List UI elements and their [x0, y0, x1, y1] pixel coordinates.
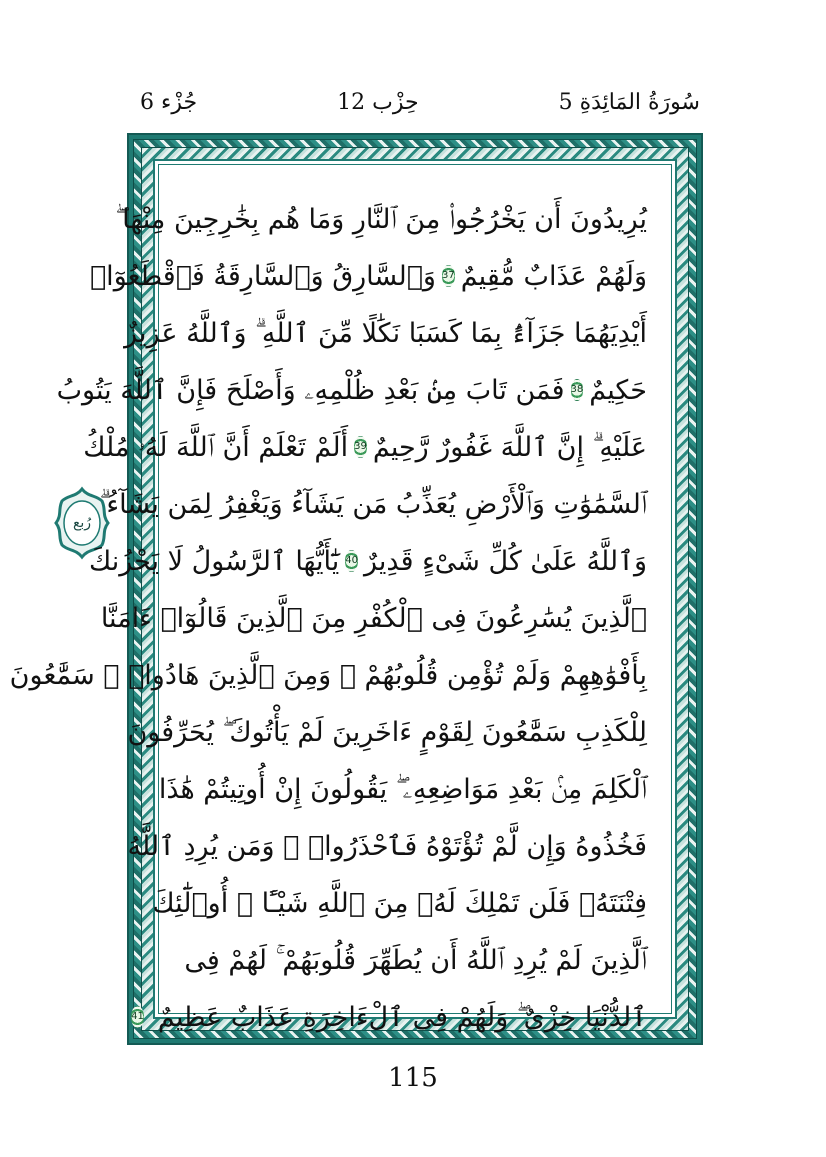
hizb-label: حِزْب 12 — [337, 89, 419, 115]
juz-label: جُزْء 6 — [140, 89, 198, 115]
text-line — [127, 816, 647, 876]
text-line — [124, 303, 647, 363]
text-line — [158, 759, 647, 819]
page-header — [140, 82, 700, 122]
text-line — [100, 588, 647, 648]
text-line — [56, 360, 647, 420]
line-segment: وَٱلسَّارِقُ وَٱلسَّارِقَةُ فَٱقْطَعُوٓا۟ — [89, 260, 436, 292]
line-segment: وَلَهُمْ عَذَابٌ مُّقِيمٌ — [460, 260, 647, 292]
text-line — [131, 987, 647, 1047]
text-line — [88, 531, 647, 591]
ayah-number-marker: 39 — [354, 436, 367, 458]
text-line — [115, 189, 647, 249]
text-line — [127, 702, 647, 762]
line-segment: عَلَيْهِ ۗ إِنَّ ٱللَّهَ غَفُورٌ رَّحِيمٌ — [372, 431, 647, 463]
line-segment: وَٱللَّهُ عَلَىٰ كُلِّ شَىْءٍ قَدِيرٌ — [364, 545, 647, 577]
line-segment: بِأَفْوَٰهِهِمْ وَلَمْ تُؤْمِن قُلُوبُهُمْ ۛ وَمِنَ ٱلَّذِينَ هَادُوا۟ ۛ سَمَّٰعُونَ — [9, 659, 647, 691]
line-segment: لِلْكَذِبِ سَمَّٰعُونَ لِقَوْمٍ ءَاخَرِينَ لَمْ يَأْتُوكَ ۖ يُحَرِّفُونَ — [127, 716, 647, 748]
text-line — [89, 246, 647, 306]
text-line — [83, 417, 647, 477]
line-segment: أَلَمْ تَعْلَمْ أَنَّ ٱللَّهَ لَهُۥ مُلْكُ — [83, 431, 349, 463]
ayah-number-marker: 41 — [131, 1006, 144, 1028]
text-line — [99, 474, 647, 534]
surah-name: 5 سُورَةُ المَائِدَةِ — [558, 89, 700, 115]
line-segment: ٱلَّذِينَ يُسَٰرِعُونَ فِى ٱلْكُفْرِ مِنَ ٱلَّذِينَ قَالُوٓا۟ ءَامَنَّا — [100, 602, 647, 634]
rub-label: رُبع — [72, 515, 92, 531]
ayah-number-marker: 40 — [345, 550, 358, 572]
line-segment: ٱلسَّمَٰوَٰتِ وَٱلْأَرْضِ يُعَذِّبُ مَن يَشَآءُ وَيَغْفِرُ لِمَن يَشَآءُ ۗ — [99, 488, 647, 520]
line-segment: فَخُذُوهُ وَإِن لَّمْ تُؤْتَوْهُ فَٱحْذَرُوا۟ ۚ وَمَن يُرِدِ ٱللَّهُ — [127, 830, 647, 862]
line-segment: يَٰٓأَيُّهَا ٱلرَّسُولُ لَا يَحْزُنكَ — [88, 545, 340, 577]
line-segment: فِتْنَتَهُۥ فَلَن تَمْلِكَ لَهُۥ مِنَ ٱللَّهِ شَيْـًٔا ۚ أُو۟لَٰٓئِكَ — [152, 887, 647, 919]
ayah-number-marker: 37 — [442, 265, 455, 287]
line-segment: ٱلْكَلِمَ مِنۢ بَعْدِ مَوَاضِعِهِۦ ۖ يَقُولُونَ إِنْ أُوتِيتُمْ هَٰذَا — [158, 773, 647, 805]
text-line — [152, 873, 647, 933]
ayah-number-marker: 38 — [571, 379, 584, 401]
line-segment: فَمَن تَابَ مِنۢ بَعْدِ ظُلْمِهِۦ وَأَصْلَحَ فَإِنَّ ٱللَّهَ يَتُوبُ — [56, 374, 565, 406]
line-segment: ٱلَّذِينَ لَمْ يُرِدِ ٱللَّهُ أَن يُطَهِّرَ قُلُوبَهُمْ ۚ لَهُمْ فِى — [184, 944, 647, 976]
line-segment: يُرِيدُونَ أَن يَخْرُجُوا۟ مِنَ ٱلنَّارِ وَمَا هُم بِخَٰرِجِينَ مِنْهَا ۖ — [115, 203, 647, 235]
line-segment: حَكِيمٌ — [589, 374, 647, 406]
line-segment: أَيْدِيَهُمَا جَزَآءًۢ بِمَا كَسَبَا نَكَٰلًا مِّنَ ٱللَّهِ ۗ وَٱللَّهُ عَزِيزٌ — [124, 317, 647, 349]
text-line — [183, 930, 647, 990]
line-segment: ٱلدُّنْيَا خِزْىٌ ۖ وَلَهُمْ فِى ٱلْءَاخِرَةِ عَذَابٌ عَظِيمٌ — [157, 1001, 647, 1033]
page-number: 115 — [388, 1063, 438, 1093]
text-line — [9, 645, 647, 705]
